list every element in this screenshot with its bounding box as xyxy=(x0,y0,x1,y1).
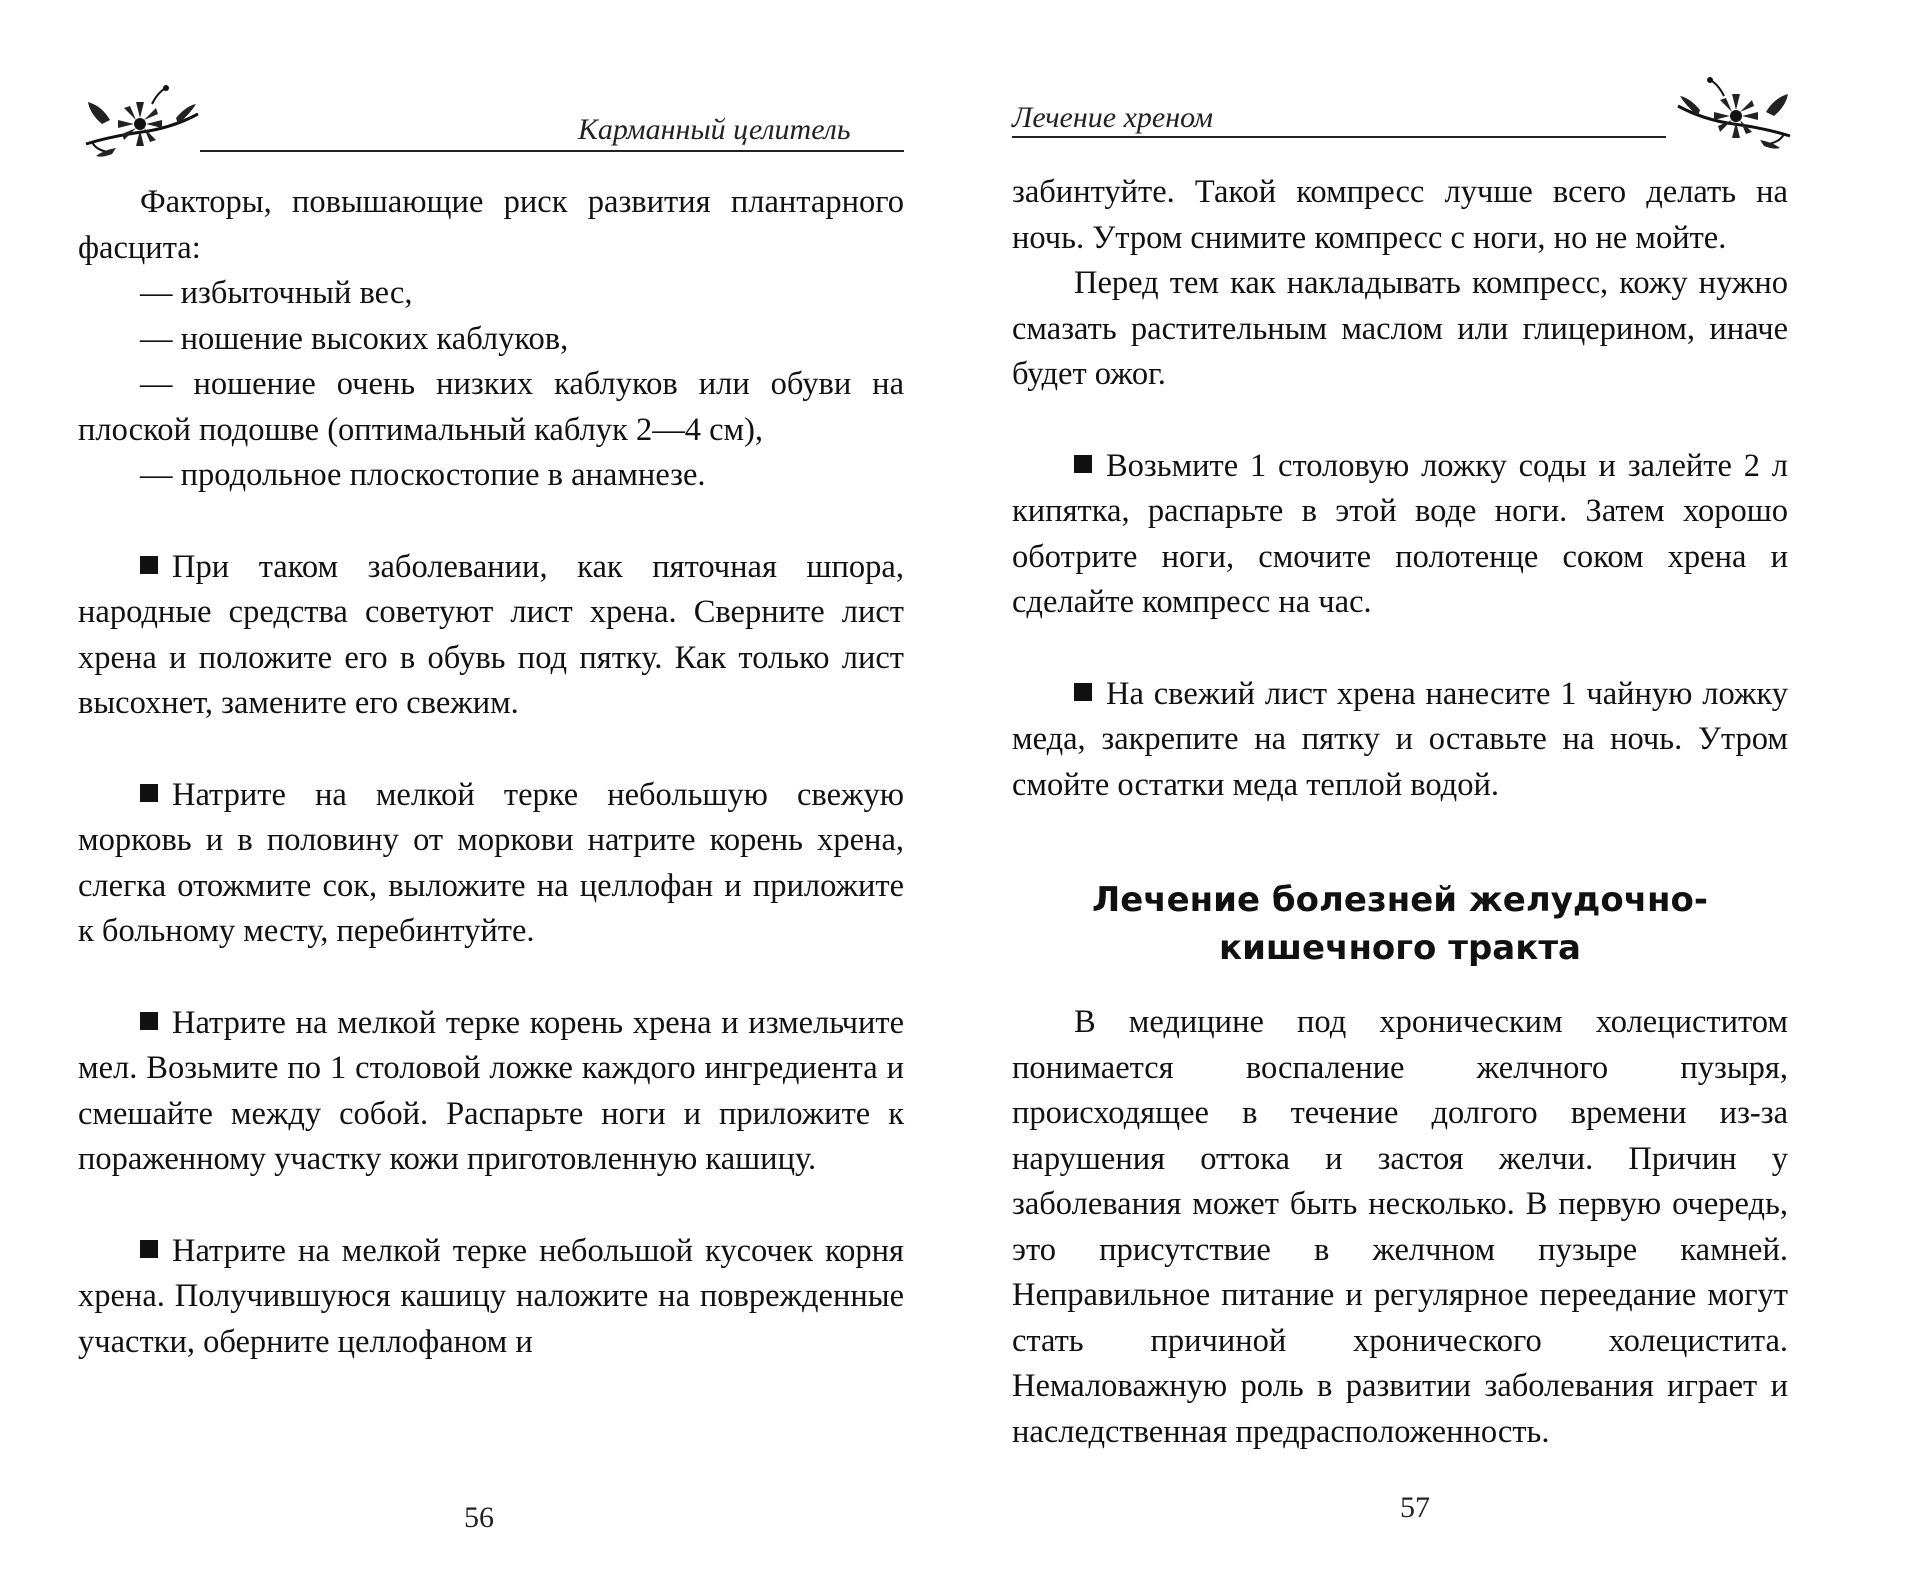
list-item: — продольное плоскостопие в анамнезе. xyxy=(140,457,706,493)
paragraph: На свежий лист хрена нанесите 1 чайную ложку меда, закрепите на пятку и оставьте на ночь. Утром смойте остатки меда теплой водой. xyxy=(1012,675,1788,803)
page-number: 57 xyxy=(1400,1491,1430,1524)
paragraph: Натрите на мелкой терке небольшой кусочек корня хрена. Получившуюся кашицу наложите на поврежденные участки, оберните целлофаном и xyxy=(78,1232,904,1360)
left-page-text xyxy=(78,180,904,1365)
section-heading: Лечение болезней желудочно- кишечного тракта xyxy=(1091,880,1709,968)
right-page-text-lower xyxy=(1012,1000,1788,1455)
paragraph: При таком заболевании, как пяточная шпора, народные средства советуют лист хрена. Сверните лист хрена и положите его в обувь под пятку. Как только лист высохнет, замените его свежим. xyxy=(78,548,904,721)
square-bullet-icon xyxy=(140,1012,158,1030)
flower-ornament-icon xyxy=(1674,76,1794,154)
right-page xyxy=(960,0,1911,1582)
paragraph: забинтуйте. Такой компресс лучше всего делать на ночь. Утром снимите компресс с ноги, но не мойте. xyxy=(1012,174,1788,256)
right-page-text-upper xyxy=(1012,170,1788,808)
paragraph: Возьмите 1 столовую ложку соды и залейте 2 л кипятка, распарьте в этой воде ноги. Затем хорошо оботрите ноги, смочите полотенце соком хрена и сделайте компресс на час. xyxy=(1012,447,1788,620)
paragraph: Натрите на мелкой терке корень хрена и измельчите мел. Возьмите по 1 столовой ложке каждого ингредиента и смешайте между собой. Распарьте ноги и приложите к пораженному участку кожи приготовленную кашицу. xyxy=(78,1004,904,1177)
square-bullet-icon xyxy=(1074,455,1092,473)
square-bullet-icon xyxy=(140,784,158,802)
header-rule xyxy=(200,150,904,152)
square-bullet-icon xyxy=(140,556,158,574)
list-item: — ношение высоких каблуков, xyxy=(140,320,569,357)
list-item: — избыточный вес, xyxy=(140,275,413,311)
list-item: — ношение очень низких каблуков или обуви на плоской подошве (оптимальный каблук 2—4 см), xyxy=(78,366,904,448)
paragraph: В медицине под хроническим холециститом понимается воспаление желчного пузыря, происходящее в течение долгого времени из-за нарушения оттока и застоя желчи. Причин у заболевания может быть несколько. В первую очередь, это присутствие в желчном пузыре камней. Неправильное питание и регулярное переедание могут стать причиной хронического холецистита. Немаловажную роль в развитии заболевания играет и наследственная предрасположенность. xyxy=(1012,1004,1788,1450)
header-rule xyxy=(1012,136,1666,138)
paragraph: Факторы, повышающие риск развития плантарного фасцита: xyxy=(78,184,904,266)
page-number: 56 xyxy=(464,1501,494,1534)
paragraph: Перед тем как накладывать компресс, кожу нужно смазать растительным маслом или глицерином, иначе будет ожог. xyxy=(1012,265,1788,392)
running-head: Лечение хреном xyxy=(1012,101,1214,134)
square-bullet-icon xyxy=(1074,683,1092,701)
flower-ornament-icon xyxy=(82,84,202,162)
paragraph: Натрите на мелкой терке небольшую свежую морковь и в половину от моркови натрите корень хрена, слегка отожмите сок, выложите на целлофан и приложите к больному месту, перебинтуйте. xyxy=(78,776,904,949)
running-head: Карманный целитель xyxy=(578,113,851,146)
square-bullet-icon xyxy=(140,1240,158,1258)
